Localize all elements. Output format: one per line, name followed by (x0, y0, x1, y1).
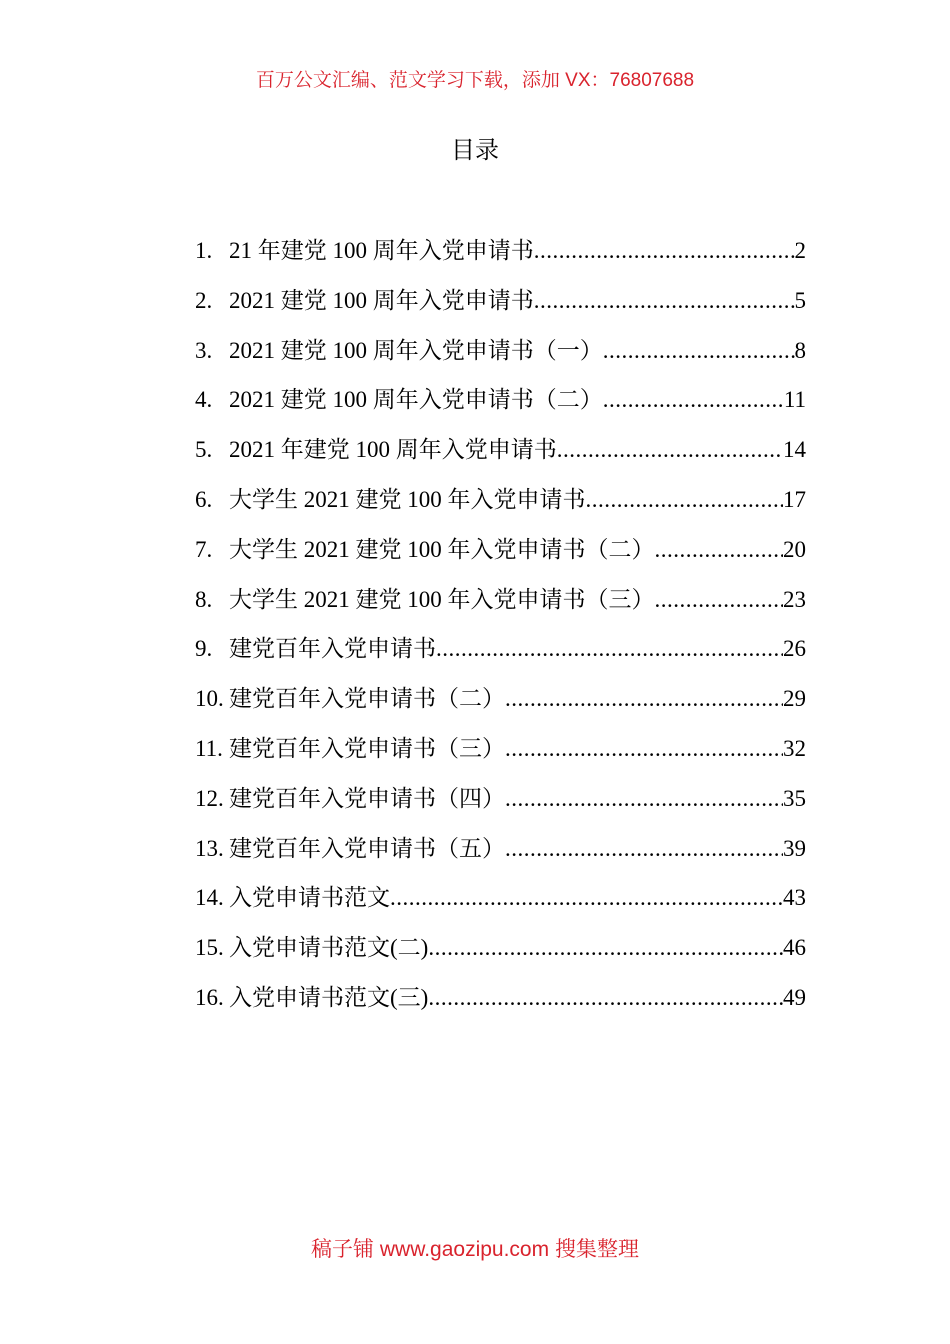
toc-entry-title: 入党申请书范文(二) (229, 935, 429, 961)
toc-entry-page: 11 (783, 387, 806, 413)
toc-entry-title: 2021 建党 100 周年入党申请书（二） (229, 387, 603, 413)
toc-entry-page: 20 (783, 536, 806, 562)
toc-entry-3[interactable] (195, 331, 806, 381)
toc-entry-11[interactable] (195, 729, 806, 779)
toc-entry-number: 11. (195, 735, 223, 761)
toc-entry-title: 建党百年入党申请书 (229, 636, 436, 662)
toc-entry-page: 46 (783, 935, 806, 961)
toc-entry-title: 入党申请书范文(三) (229, 984, 429, 1010)
toc-entry-2[interactable] (195, 281, 806, 331)
toc-entry-title: 建党百年入党申请书（三） (229, 735, 505, 761)
toc-entry-page: 49 (783, 984, 806, 1010)
toc-entry-page: 23 (783, 586, 806, 612)
toc-entry-number: 10. (195, 686, 224, 712)
toc-entry-title: 大学生 2021 建党 100 年入党申请书（二） (229, 536, 655, 562)
footer-banner[interactable]: 稿子铺 www.gaozipu.com 搜集整理 (311, 1238, 639, 1261)
toc-entry-page: 43 (783, 885, 806, 911)
toc-entry-number: 7. (195, 536, 213, 562)
toc-entry-page: 39 (783, 835, 806, 861)
toc-entry-title: 大学生 2021 建党 100 年入党申请书（三） (229, 586, 655, 612)
toc-leader-dots (534, 231, 795, 271)
toc-leader-dots (603, 380, 784, 420)
toc-leader-dots (505, 829, 783, 869)
toc-entry-number: 6. (195, 486, 213, 512)
toc-entry-title: 2021 建党 100 周年入党申请书（一） (229, 337, 603, 363)
toc-entry-4[interactable] (195, 380, 806, 430)
toc-entry-number: 12. (195, 785, 224, 811)
toc-leader-dots (655, 580, 784, 620)
toc-leader-dots (505, 729, 783, 769)
toc-leader-dots (436, 629, 783, 669)
toc-leader-dots (557, 430, 783, 470)
toc-entry-page: 17 (783, 486, 806, 512)
toc-leader-dots (390, 878, 783, 918)
toc-entry-title: 建党百年入党申请书（五） (229, 835, 505, 861)
toc-leader-dots (534, 281, 795, 321)
toc-entry-page: 26 (783, 636, 806, 662)
toc-entry-number: 4. (195, 387, 213, 413)
toc-entry-1[interactable] (195, 231, 806, 281)
toc-entry-5[interactable] (195, 430, 806, 480)
toc-entry-number: 14. (195, 885, 224, 911)
toc-leader-dots (428, 978, 783, 1018)
toc-entry-7[interactable] (195, 530, 806, 580)
toc-entry-number: 9. (195, 636, 213, 662)
toc-entry-title: 2021 建党 100 周年入党申请书 (229, 287, 534, 313)
toc-leader-dots (428, 928, 783, 968)
toc-entry-page: 14 (783, 437, 806, 463)
toc-entry-8[interactable] (195, 580, 806, 630)
toc-entry-13[interactable] (195, 829, 806, 879)
toc-entry-page: 32 (783, 735, 806, 761)
toc-entry-6[interactable] (195, 480, 806, 530)
toc-entry-page: 29 (783, 686, 806, 712)
toc-entry-15[interactable] (195, 928, 806, 978)
toc-entry-title: 建党百年入党申请书（四） (229, 785, 505, 811)
toc-leader-dots (603, 331, 795, 371)
toc-entry-page: 5 (794, 287, 806, 313)
toc-entry-title: 21 年建党 100 周年入党申请书 (229, 238, 534, 263)
toc-entry-page: 35 (783, 785, 806, 811)
toc-entry-number: 13. (195, 835, 224, 861)
toc-leader-dots (586, 480, 784, 520)
toc-leader-dots (505, 679, 783, 719)
toc-entry-number: 1. (195, 238, 213, 263)
toc-entry-14[interactable] (195, 878, 806, 928)
table-of-contents (195, 231, 806, 1028)
toc-entry-number: 5. (195, 437, 213, 463)
toc-entry-12[interactable] (195, 779, 806, 829)
toc-entry-title: 2021 年建党 100 周年入党申请书 (229, 437, 557, 463)
toc-entry-number: 3. (195, 337, 213, 363)
toc-entry-title: 建党百年入党申请书（二） (229, 686, 505, 712)
toc-entry-title: 入党申请书范文 (229, 885, 390, 911)
toc-leader-dots (655, 530, 784, 570)
toc-entry-number: 15. (195, 935, 224, 961)
toc-entry-number: 8. (195, 586, 213, 612)
toc-entry-page: 2 (794, 238, 806, 263)
toc-entry-9[interactable] (195, 629, 806, 679)
toc-entry-title: 大学生 2021 建党 100 年入党申请书 (229, 486, 586, 512)
toc-entry-page: 8 (794, 337, 806, 363)
header-banner: 百万公文汇编、范文学习下载，添加 VX：76807688 (255, 70, 695, 91)
toc-entry-number: 2. (195, 287, 213, 313)
page-title: 目录 (451, 136, 499, 164)
toc-entry-16[interactable] (195, 978, 806, 1028)
toc-leader-dots (505, 779, 783, 819)
toc-entry-10[interactable] (195, 679, 806, 729)
toc-entry-number: 16. (195, 984, 224, 1010)
